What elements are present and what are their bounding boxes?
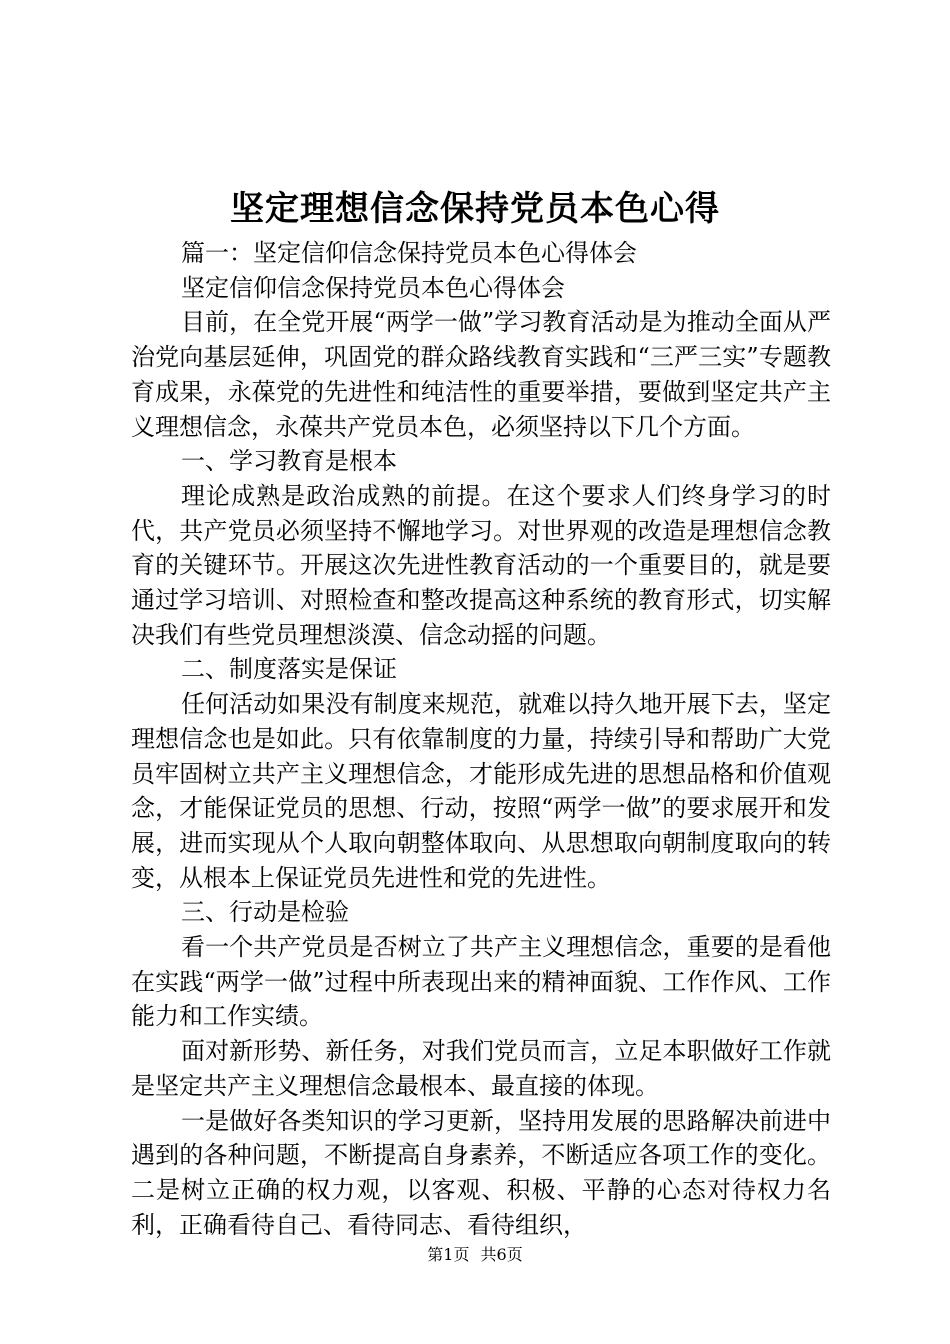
section-heading-2: 二、制度落实是保证 <box>181 655 397 684</box>
paragraph-section-1: 理论成熟是政治成熟的前提。在这个要求人们终身学习的时代，共产党员必须坚持不懈地学习。对世界观的改造是理想信念教育的关键环节。开展这次先进性教育活动的一个重要目的，就是要通过学习培训、对照检查和整改提高这种系统的教育形式，切实解决我们有些党员理想淡漠、信念动摇的问题。 <box>131 481 831 649</box>
page-footer <box>0 1244 950 1266</box>
document-title: 坚定理想信念保持党员本色心得 <box>230 189 720 229</box>
page-number-total: 共6页 <box>480 1245 523 1264</box>
section-heading-1: 一、学习教育是根本 <box>181 447 397 476</box>
paragraph-section-3b: 面对新形势、新任务，对我们党员而言，立足本职做好工作就是坚定共产主义理想信念最根本、最直接的体现。 <box>131 1037 831 1100</box>
paragraph-section-3a: 看一个共产党员是否树立了共产主义理想信念，重要的是看他在实践“两学一做”过程中所表现出来的精神面貌、工作作风、工作能力和工作实绩。 <box>131 933 831 1031</box>
paragraph-subtitle: 坚定信仰信念保持党员本色心得体会 <box>181 273 565 302</box>
document-body <box>131 236 831 1242</box>
paragraph-section-3c: 一是做好各类知识的学习更新，坚持用发展的思路解决前进中遇到的各种问题，不断提高自身素养，不断适应各项工作的变化。二是树立正确的权力观，以客观、积极、平静的心态对待权力名利，正确看待自己、看待同志、看待组织， <box>131 1106 831 1239</box>
section-heading-3: 三、行动是检验 <box>181 898 349 927</box>
paragraph-section-2: 任何活动如果没有制度来规范，就难以持久地开展下去，坚定理想信念也是如此。只有依靠制度的力量，持续引导和帮助广大党员牢固树立共产主义理想信念，才能形成先进的思想品格和价值观念，才能保证党员的思想、行动，按照“两学一做”的要求展开和发展，进而实现从个人取向朝整体取向、从思想取向朝制度取向的转变，从根本上保证党员先进性和党的先进性。 <box>131 690 831 892</box>
page-number-current: 第1页 <box>427 1245 470 1264</box>
paragraph-article-heading: 篇一：坚定信仰信念保持党员本色心得体会 <box>181 239 637 267</box>
paragraph-intro: 目前，在全党开展“两学一做”学习教育活动是为推动全面从严治党向基层延伸，巩固党的群众路线教育实践和“三严三实”专题教育成果，永葆党的先进性和纯洁性的重要举措，要做到坚定共产主义理想信念，永葆共产党员本色，必须坚持以下几个方面。 <box>131 308 831 441</box>
